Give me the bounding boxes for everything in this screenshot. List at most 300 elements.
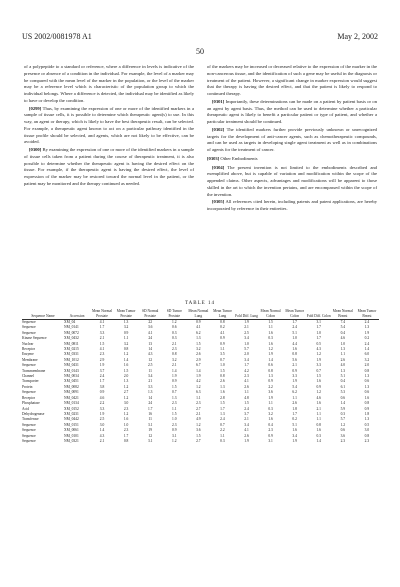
column-header: Mean Tumor Prostate <box>114 309 138 320</box>
accession-cell: XM_0231 <box>64 411 79 416</box>
value-cell: 3.2 <box>268 411 273 416</box>
value-cell: 1.5 <box>316 374 321 379</box>
value-cell: 0.7 <box>220 422 225 427</box>
value-cell: 1.5 <box>220 401 225 406</box>
paragraph-text: of a polypeptide to a standard or reference, where a difference in levels is indicative of the presence or absence of a condition in the individual. For example, the level of a marker may be compared with the mean level of the marker in the population, or the level of the marker may be a reference level which is characteristic of the population group to which the individual belongs. Where a difference is detected, the individual may be identified as likely to have or develop the condition. <box>24 64 194 103</box>
sequence-name-cell: Enzyme <box>22 352 34 357</box>
value-cell: 0.9 <box>123 330 129 335</box>
value-cell: 1.1 <box>316 417 321 422</box>
sequence-name-cell: Membrane <box>22 357 38 362</box>
table-body <box>22 320 379 445</box>
value-cell: 4.9 <box>196 417 201 422</box>
value-cell: 2.3 <box>123 406 129 411</box>
accession-cell: NM_0431 <box>64 363 79 368</box>
paragraph <box>24 64 194 105</box>
sequence-name-cell: Channel <box>22 374 34 379</box>
value-cell: 1.6 <box>292 347 297 352</box>
value-cell: 1.7 <box>244 363 249 368</box>
sequence-name-cell: Receptor <box>22 395 35 400</box>
value-cell: 24 <box>148 401 152 406</box>
value-cell: 2.6 <box>292 401 297 406</box>
value-cell: 1.3 <box>196 336 201 341</box>
value-cell: 1.6 <box>268 330 273 335</box>
value-cell: 2.4 <box>292 325 297 330</box>
value-cell: 2.3 <box>244 374 249 379</box>
sequence-name-cell: Sequence <box>22 363 36 368</box>
accession-cell: NM_0101 <box>64 433 79 438</box>
value-cell: 1.9 <box>244 320 249 324</box>
value-cell: 1.7 <box>292 411 297 416</box>
accession-cell: XM_0432 <box>64 336 79 341</box>
value-cell: 5.1 <box>292 330 297 335</box>
value-cell: 1.8 <box>364 411 370 416</box>
value-cell: 1.6 <box>292 428 297 433</box>
value-cell: 1.0 <box>316 330 321 335</box>
value-cell: 2.1 <box>99 336 105 341</box>
value-cell: 1.7 <box>123 433 129 438</box>
value-cell: 0.6 <box>172 325 177 330</box>
value-cell: 5.9 <box>340 406 346 411</box>
section-heading <box>207 156 377 163</box>
value-cell: 1.0 <box>123 422 129 427</box>
value-cell: 3.6 <box>340 433 346 438</box>
value-cell: 24 <box>148 336 152 341</box>
value-cell: 4.1 <box>244 379 249 384</box>
value-cell: 0.3 <box>172 330 177 335</box>
value-cell: 0.9 <box>292 368 297 373</box>
accession-cell: XM_04 <box>64 320 76 324</box>
value-cell: 1.9 <box>268 395 273 400</box>
value-cell: 1.7 <box>99 379 105 384</box>
value-cell: 4.3 <box>147 352 153 357</box>
value-cell: 1.3 <box>364 325 370 330</box>
value-cell: 0.2 <box>220 325 225 330</box>
value-cell: 3.3 <box>316 363 321 368</box>
value-cell: 1.3 <box>220 411 225 416</box>
value-cell: 1.9 <box>292 438 297 443</box>
value-cell: 0.8 <box>220 320 225 324</box>
value-cell: 1.6 <box>123 363 129 368</box>
value-cell: 4.2 <box>196 379 201 384</box>
value-cell: 4.1 <box>147 330 153 335</box>
value-cell: 1.5 <box>123 368 129 373</box>
value-cell: 1.9 <box>99 363 105 368</box>
value-cell: 13 <box>148 341 152 346</box>
accession-cell: NM_0421 <box>64 395 79 400</box>
table-row <box>22 439 379 444</box>
value-cell: 0.9 <box>364 406 370 411</box>
value-cell: 1.2 <box>123 384 129 389</box>
value-cell: 2.7 <box>196 438 201 443</box>
value-cell: 3.2 <box>364 357 370 362</box>
accession-cell: NM_0134 <box>64 401 79 406</box>
value-cell: 3.8 <box>99 384 105 389</box>
right-text-column <box>207 64 377 214</box>
column-header: Sequence Name <box>22 309 64 320</box>
value-cell: 2.6 <box>220 379 225 384</box>
paragraph-number: [0303] <box>207 155 220 161</box>
sequence-name-cell: Sequence <box>22 320 36 324</box>
value-cell: 3.7 <box>99 368 105 373</box>
value-cell: 1.9 <box>268 352 273 357</box>
value-cell: 0.6 <box>340 428 346 433</box>
value-cell: 2.1 <box>99 438 105 443</box>
value-cell: 3.4 <box>292 433 297 438</box>
value-cell: 2.1 <box>244 325 249 330</box>
value-cell: 1.1 <box>220 433 225 438</box>
paragraph <box>207 127 377 154</box>
sequence-name-cell: Sequence <box>22 428 36 433</box>
value-cell: 4.6 <box>99 395 105 400</box>
value-cell: 4.1 <box>244 428 249 433</box>
value-cell: 1.5 <box>268 320 273 324</box>
paragraph-number: [0305] <box>212 199 225 205</box>
value-cell: 2.9 <box>99 357 105 362</box>
value-cell: 1.9 <box>99 411 105 416</box>
value-cell: 2.2 <box>220 428 225 433</box>
value-cell: 0.8 <box>268 368 273 373</box>
column-header: Mean Tumor Breast <box>355 309 379 320</box>
value-cell: 3.5 <box>220 352 225 357</box>
accession-cell: NM_0072 <box>64 330 79 335</box>
publication-number: US 2002/0081978 A1 <box>22 32 92 41</box>
value-cell: 1.9 <box>364 330 370 335</box>
value-cell: 2.3 <box>99 352 105 357</box>
value-cell: 1.1 <box>196 395 201 400</box>
value-cell: 4.1 <box>99 320 105 324</box>
column-header: Fold Diff. Colon <box>307 309 331 320</box>
value-cell: 2.6 <box>244 433 249 438</box>
accession-cell: NM_0091 <box>64 390 79 395</box>
paragraph-number: [0300] <box>29 147 42 152</box>
value-cell: 0.7 <box>220 357 225 362</box>
accession-cell: XM_0061 <box>64 428 79 433</box>
paragraph-number: [0299] <box>29 105 42 111</box>
sequence-name-cell: Protein <box>22 384 33 389</box>
accession-cell: NM_0034 <box>64 374 79 379</box>
value-cell: 3.4 <box>244 336 249 341</box>
value-cell: 1.3 <box>364 374 370 379</box>
value-cell: 3.4 <box>244 422 249 427</box>
value-cell: 2.4 <box>364 341 370 346</box>
value-cell: 2.5 <box>99 417 105 422</box>
value-cell: 2.1 <box>172 341 177 346</box>
value-cell: 1.7 <box>292 320 297 324</box>
value-cell: 2.3 <box>172 422 177 427</box>
value-cell: 2.5 <box>147 363 153 368</box>
sequence-name-cell: Phosphatase <box>22 401 40 406</box>
value-cell: 1.0 <box>172 417 177 422</box>
value-cell: 3.1 <box>316 320 321 324</box>
value-cell: 3.2 <box>123 341 129 346</box>
paragraph <box>207 165 377 199</box>
value-cell: 0.8 <box>364 433 370 438</box>
value-cell: 1.9 <box>196 374 201 379</box>
value-cell: 1.0 <box>340 341 346 346</box>
value-cell: 0.5 <box>316 341 321 346</box>
value-cell: 3.6 <box>196 428 201 433</box>
value-cell: 2.6 <box>196 352 201 357</box>
value-cell: 0.6 <box>268 363 273 368</box>
sequence-name-cell: Receptor <box>22 347 35 352</box>
value-cell: 1.2 <box>196 384 201 389</box>
value-cell: 0.8 <box>123 347 129 352</box>
paragraph <box>24 147 194 188</box>
value-cell: 0.3 <box>220 438 225 443</box>
value-cell: 5.4 <box>340 325 346 330</box>
value-cell: 2.0 <box>244 352 249 357</box>
value-cell: 14 <box>148 395 152 400</box>
accession-cell: XM_0143 <box>64 368 79 373</box>
value-cell: 1.4 <box>340 401 346 406</box>
value-cell: 1.1 <box>316 411 321 416</box>
value-cell: 3.3 <box>99 406 105 411</box>
value-cell: 2.9 <box>196 357 201 362</box>
value-cell: 2.1 <box>316 406 321 411</box>
paragraph-text: All references cited herein, including patents and patent applications, are hereby incorporated by reference in their entireties. <box>207 199 377 211</box>
value-cell: 2.8 <box>220 395 225 400</box>
value-cell: 1.6 <box>220 390 225 395</box>
value-cell: 1.4 <box>316 438 321 443</box>
value-cell: 0.7 <box>316 368 321 373</box>
paragraph <box>207 64 377 98</box>
value-cell: 2.7 <box>196 406 201 411</box>
value-cell: 3.2 <box>123 325 129 330</box>
value-cell: 4.3 <box>99 433 105 438</box>
value-cell: 1.4 <box>99 428 105 433</box>
value-cell: 2.3 <box>196 401 201 406</box>
value-cell: 1.7 <box>316 325 321 330</box>
value-cell: 0.2 <box>364 336 370 341</box>
accession-cell: NM_0811 <box>64 341 79 346</box>
value-cell: 3.6 <box>268 390 273 395</box>
left-text-column <box>24 64 194 189</box>
value-cell: 5.3 <box>340 390 346 395</box>
value-cell: 1.3 <box>340 368 346 373</box>
value-cell: 6.2 <box>292 390 297 395</box>
value-cell: 0.4 <box>340 330 346 335</box>
accession-cell: XM_0215 <box>64 347 79 352</box>
value-cell: 0.8 <box>316 422 321 427</box>
value-cell: 14 <box>148 347 152 352</box>
value-cell: 3.4 <box>147 374 153 379</box>
value-cell: 3.1 <box>268 438 273 443</box>
value-cell: 1.4 <box>196 368 201 373</box>
value-cell: 2.3 <box>364 438 370 443</box>
value-cell: 4.3 <box>316 347 321 352</box>
column-header: Fold Diff. Lung <box>234 309 258 320</box>
value-cell: 1.2 <box>268 347 273 352</box>
value-cell: 2.3 <box>172 347 177 352</box>
value-cell: 1.4 <box>123 357 129 362</box>
column-header: Mean Tumor Lung <box>210 309 234 320</box>
column-header: SD Tumor Prostate <box>162 309 186 320</box>
value-cell: 1.2 <box>123 352 129 357</box>
value-cell: 1.9 <box>172 374 177 379</box>
value-cell: 1.1 <box>244 390 249 395</box>
value-cell: 1.6 <box>316 428 321 433</box>
value-cell: 1.2 <box>172 438 177 443</box>
sequence-name-cell: Nuclear <box>22 341 34 346</box>
value-cell: 6.2 <box>196 330 201 335</box>
value-cell: 1.3 <box>364 384 370 389</box>
value-cell: 3.3 <box>147 384 153 389</box>
sequence-name-cell: Sequence <box>22 390 36 395</box>
value-cell: 2.1 <box>196 411 201 416</box>
value-cell: 2.1 <box>172 363 177 368</box>
value-cell: 5.4 <box>292 384 297 389</box>
paragraph-text: Other Embodiments <box>220 155 258 161</box>
sequence-name-cell: Sequence <box>22 422 36 427</box>
accession-cell: NM_0442 <box>64 417 79 422</box>
value-cell: 2.4 <box>364 320 370 324</box>
value-cell: 0.9 <box>172 379 177 384</box>
value-cell: 1.7 <box>220 406 225 411</box>
value-cell: 5.6 <box>292 357 297 362</box>
value-cell: 0.7 <box>172 390 177 395</box>
value-cell: 3.1 <box>172 433 177 438</box>
accession-cell: XM_0331 <box>64 352 79 357</box>
value-cell: 3.0 <box>99 422 105 427</box>
value-cell: 1.3 <box>268 374 273 379</box>
value-cell: 1.1 <box>340 352 346 357</box>
data-table-container <box>22 309 379 444</box>
column-header: Mean Normal Breast <box>331 309 355 320</box>
value-cell: 1.2 <box>316 390 321 395</box>
sequence-name-cell: Dehydrogenase <box>22 411 45 416</box>
value-cell: 7.4 <box>340 320 346 324</box>
value-cell: 2.5 <box>244 330 249 335</box>
value-cell: 3.6 <box>147 325 153 330</box>
value-cell: 4.6 <box>316 395 321 400</box>
value-cell: 0.9 <box>99 390 105 395</box>
accession-cell: NM_1012 <box>64 357 79 362</box>
value-cell: 1.3 <box>340 347 346 352</box>
value-cell: 1.4 <box>364 347 370 352</box>
value-cell: 2.4 <box>220 417 225 422</box>
value-cell: 0.8 <box>364 368 370 373</box>
column-header: Accession <box>64 309 90 320</box>
value-cell: 1.6 <box>123 417 129 422</box>
value-cell: 2.0 <box>123 374 129 379</box>
value-cell: 5.7 <box>244 347 249 352</box>
column-header: SD Normal Prostate <box>138 309 162 320</box>
value-cell: 1.8 <box>292 406 297 411</box>
value-cell: 0.4 <box>340 379 346 384</box>
paragraph-number: [0304] <box>212 164 225 170</box>
page-header <box>22 31 378 43</box>
paragraph-number: [0302] <box>212 126 225 132</box>
paragraph-text: Thus, by examining the expression of one or more of the identified markers in a sample of tissue cells, it is possible to determine which therapeutic agent(s) to use. In this way, an agent or therapy, which is likely to have the best therapeutic result, can be selected. For example, a therapeutic agent known to act on a particular pathway identified in the tissue profile should be selected, and agents, which are not likely to be effective, can be avoided. <box>24 105 194 145</box>
column-header: Mean Tumor Colon <box>283 309 307 320</box>
value-cell: 3.0 <box>364 428 370 433</box>
value-cell: 1.6 <box>316 379 321 384</box>
value-cell: 1.5 <box>172 411 177 416</box>
sequence-name-cell: Sequence <box>22 325 36 330</box>
value-cell: 3.2 <box>172 357 177 362</box>
value-cell: 1.3 <box>364 417 370 422</box>
value-cell: 1.2 <box>316 352 321 357</box>
paragraph-text: of the markers may be increased or decreased relative to the expression of the marker in the non-cancerous tissue, and the identification of such a gene may be useful in the diagnosis or treatment of the patient. However, a significant change in marker expression would suggest that the therapy is having the desired effect, and that the patient is likely to respond to continued therapy. <box>207 64 377 96</box>
sequence-name-cell: Sequence <box>22 438 36 443</box>
value-cell: 2.3 <box>268 428 273 433</box>
paragraph-text: Importantly, these determinations can be made on a patient by patient basis or on an agent by agent basis. Thus, the method can be used to determine whether a particular therapeutic agent is likely to benefit a particular patient or type of patient, and whether a particular treatment should be continued. <box>207 98 377 124</box>
value-cell: 3.3 <box>292 374 297 379</box>
value-cell: 2.1 <box>244 417 249 422</box>
paragraph-text: By examining the expression of one or more of the identified markers in a sample of tissue cells taken from a patient during the course of therapeutic treatment, it is also possible to determine whether the therapeutic agent is having the desired effect on the tissue. For example, if the therapeutic agent is having the desired effect, the level of expression of the marker may be restored toward the normal level in the patient, or the patient may be monitored and the therapy continued as needed. <box>24 147 194 186</box>
accession-cell: NM_0141 <box>64 325 79 330</box>
value-cell: 1.5 <box>196 433 201 438</box>
value-cell: 19 <box>148 428 152 433</box>
value-cell: 1.0 <box>292 336 297 341</box>
sequence-name-cell: Kinase Sequence <box>22 336 47 341</box>
value-cell: 1.3 <box>123 320 129 324</box>
value-cell: 0.8 <box>292 352 297 357</box>
value-cell: 1.1 <box>268 401 273 406</box>
value-cell: 12 <box>148 357 152 362</box>
value-cell: 2.2 <box>268 384 273 389</box>
value-cell: 3.1 <box>147 438 153 443</box>
value-cell: 1.2 <box>340 422 346 427</box>
value-cell: 1.3 <box>220 384 225 389</box>
value-cell: 1.1 <box>292 395 297 400</box>
value-cell: 1.7 <box>99 325 105 330</box>
value-cell: 0.6 <box>364 379 370 384</box>
paragraph <box>207 99 377 126</box>
value-cell: 1.6 <box>268 341 273 346</box>
value-cell: 21 <box>148 379 152 384</box>
value-cell: 1.3 <box>147 390 153 395</box>
value-cell: 3.2 <box>196 347 201 352</box>
value-cell: 0.3 <box>172 336 177 341</box>
value-cell: 1.9 <box>292 379 297 384</box>
publication-date: May 2, 2002 <box>337 32 378 41</box>
value-cell: 4.2 <box>244 368 249 373</box>
value-cell: 12 <box>148 433 152 438</box>
paragraph-text: The identified markers further provide previously unknown or unrecognized targets for the development of anti-cancer agents, such as chemotherapeutic compounds, and can be used as targets in developing single agent treatment as well as in combinations of agents for the treatment of cancer. <box>207 126 377 152</box>
value-cell: 1.5 <box>196 341 201 346</box>
value-cell: 5.1 <box>340 374 346 379</box>
value-cell: 1.6 <box>316 401 321 406</box>
value-cell: 1.0 <box>220 363 225 368</box>
value-cell: 6.0 <box>364 352 370 357</box>
value-cell: 0.9 <box>316 384 321 389</box>
value-cell: 2.2 <box>99 401 105 406</box>
value-cell: 0.3 <box>268 406 273 411</box>
value-cell: 0.8 <box>123 438 129 443</box>
value-cell: 1.2 <box>196 422 201 427</box>
value-cell: 2.3 <box>123 428 129 433</box>
value-cell: 1.7 <box>147 406 153 411</box>
value-cell: 6.1 <box>340 384 346 389</box>
value-cell: 3.1 <box>147 422 153 427</box>
column-header: Mean Normal Lung <box>186 309 210 320</box>
value-cell: 0.9 <box>196 320 201 324</box>
sequence-name-cell: Sequence <box>22 433 36 438</box>
data-table <box>22 309 379 444</box>
value-cell: 1.1 <box>220 347 225 352</box>
value-cell: 0.9 <box>268 379 273 384</box>
value-cell: 0.3 <box>340 411 346 416</box>
value-cell: 2.6 <box>340 357 346 362</box>
value-cell: 2.4 <box>244 406 249 411</box>
value-cell: 2.0 <box>364 363 370 368</box>
accession-cell: NM_0321 <box>64 438 79 443</box>
value-cell: 0.2 <box>292 417 297 422</box>
value-cell: 5.7 <box>340 417 346 422</box>
accession-cell: XM_0152 <box>64 406 79 411</box>
value-cell: 6.3 <box>196 390 201 395</box>
